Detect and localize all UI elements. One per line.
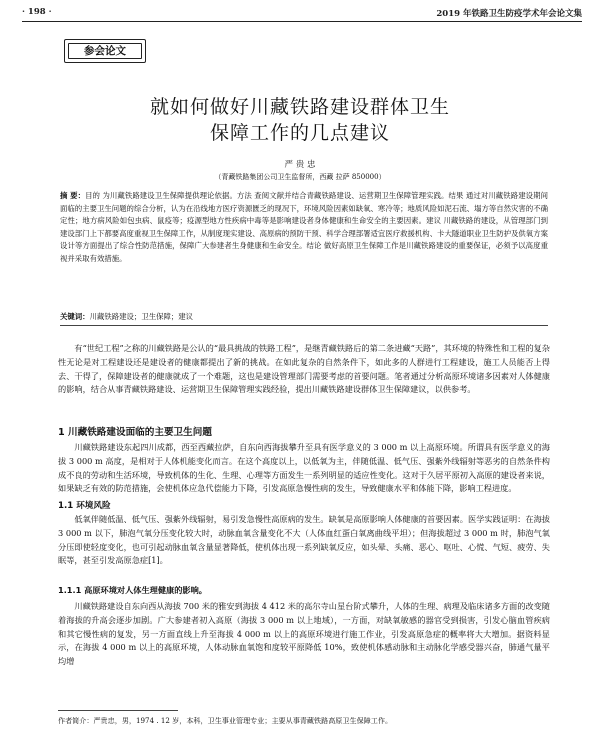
section-label: 参会论文 xyxy=(68,43,142,59)
section-1-1-paragraph: 低氧伴随低温、低气压、强紫外线辐射，易引发急慢性高原病的发生。缺氧是高原影响人体健康的首要因素。医学实践证明：在海拔 3 000 m 以下，肺泡气氧分压变化较大时，动脉血氧含量变化不大（人体血红蛋白氧离曲线平坦）；但海拔超过 3 000 m 时，肺泡气氧分压即使轻度变化，也可引起动脉血氧含量显著降低，使机体出现一系列缺氧反应，如头晕、头痛、恶心、呕吐、心慌、气短、疲劳、失眠等，甚至引发高原急症[1]。 xyxy=(58,514,550,566)
section-label-frame xyxy=(64,39,146,63)
running-header xyxy=(22,7,582,21)
section-1-heading: 1 川藏铁路建设面临的主要卫生问题 xyxy=(58,427,212,438)
keywords xyxy=(60,311,548,322)
abstract-divider xyxy=(60,325,548,326)
header-rule xyxy=(22,21,582,22)
section-1-1-1-paragraph: 川藏铁路建设自东向西从海拔 700 米的雅安到海拔 4 412 米的高尔寺山星台阶式攀升，人体的生理、病理及临床诸多方面的改变随着海拔的升高会逐步加剧。广大参建者初入高原（海拔 3 000 m 以上地域），一方面，对缺氧敏感的器官受到损害，引发心脑血管疾病和其它慢性病的复发，另一方面直线上升至海拔 4 000 m 以上的高原环境进行施工作业，引发高原急症的概率将大大增加。据资料显示，在海拔 4 000 m 以上的高原环境，人体动脉血氧饱和度较平原降低 10%，致使机体感动脉和主动脉化学感受器兴奋，肺通气量平均增 xyxy=(58,601,550,667)
keywords-text: 川藏铁路建设；卫生保障；建议 xyxy=(89,312,194,321)
page-number: · 198 · xyxy=(22,7,52,17)
author-footnote: 作者简介：严贵忠，男，1974 . 12 岁，本科，卫生事业管理专业；主要从事青藏铁路高原卫生保障工作。 xyxy=(58,716,393,725)
author-name: 严 贵 忠 xyxy=(284,160,316,170)
author-affiliation: （青藏铁路集团公司卫生监督所，西藏 拉萨 850000） xyxy=(214,173,386,181)
section-1-1-1-heading: 1.1.1 高原环境对人体生理健康的影响。 xyxy=(58,585,207,595)
footnote-rule xyxy=(58,710,178,711)
section-1-paragraph: 川藏铁路建设东起四川成都，西至西藏拉萨，自东向西海拔攀升至具有医学意义的 3 000 m 以上高原环境。所谓具有医学意义的海拔 3 000 m 高度，是相对于人体机能变化而言。在这个高度以上，以低氧为主，伴随低温、低气压、强紫外线辐射等恶劣的自然条件构成不良的劳动和生活环境，导致机体的生化、生理、心理等方面发生一系列明显的适应性变化。这对于久居平原初入高原的建设者来说，如果缺乏有效的防范措施，会使机体应急代偿能力下降，引发高原急慢性病的发生，导致健康水平和体能下降，影响工程进度。 xyxy=(58,442,550,494)
abstract-text: 目的 为川藏铁路建设卫生保障提供理论依据。方法 查阅文献并结合青藏铁路建设、运营期卫生保障管理实践。结果 通过对川藏铁路建设期间面临的主要卫生问题的综合分析，认为在沿线地方医疗资源匮乏的现况下，环境风险因素如缺氧、寒冷等；地质风险如泥石流、塌方等自然灾害的不确定性；地方病风险如包虫病、鼠疫等；疫源型地方性疾病中毒等是影响建设者身体健康和生命安全的主要因素。建议 川藏铁路的建设，从管理部门到建设部门上下都要高度重视卫生保障工作，从制度现实建设、高原病的预防干预、科学合理部署适宜医疗救援机构、卡大隧道职业卫生防护及供氧方案设计等方面提出了综合性防范措施，保障广大参建者生身健康和生命安全。结论 做好高原卫生保障工作是川藏铁路建设的重要保证，必须予以高度重视并采取有效措施。 xyxy=(60,191,548,263)
intro-paragraph: 有“世纪工程”之称的川藏铁路是公认的“最具挑战的铁路工程”，是继青藏铁路后的第二条进藏“天路”，其环境的特殊性和工程的复杂性无论是对工程建设还是建设者的健康都提出了新的挑战。在如此复杂的自然条件下，如此多的人群进行工程建设，施工人员能否上得去、干得了，保障建设者的健康就成了一个难题，这也是建设管理部门需要考虑的首要问题。笔者通过分析高原环境诸多因素对人体健康的影响，结合从事青藏铁路建设、运营期卫生保障管理实践经验，提出川藏铁路建设群体卫生保障建议，以供参考。 xyxy=(58,343,550,395)
article-title-line-2: 保障工作的几点建议 xyxy=(209,122,390,144)
journal-name: 2019 年铁路卫生防疫学术年会论文集 xyxy=(436,9,582,19)
abstract xyxy=(60,190,548,265)
abstract-label: 摘 要： xyxy=(60,191,86,200)
keywords-label: 关键词： xyxy=(60,312,90,321)
article-title-line-1: 就如何做好川藏铁路建设群体卫生 xyxy=(149,96,450,118)
section-1-1-heading: 1.1 环境风险 xyxy=(58,501,111,511)
